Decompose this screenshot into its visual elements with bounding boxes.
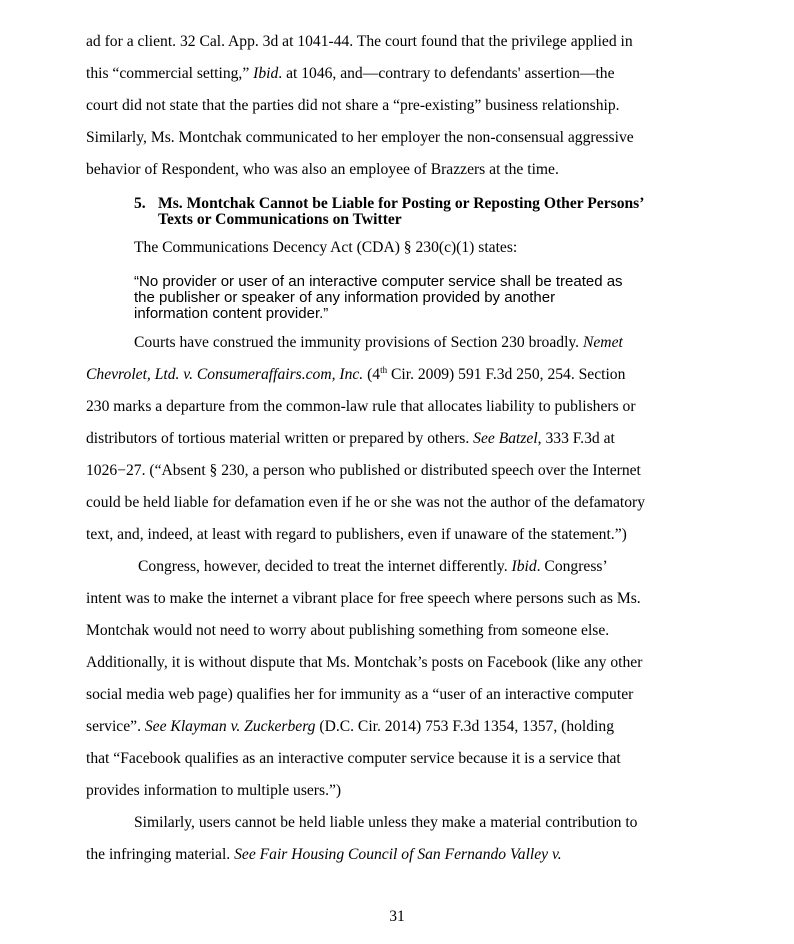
body-text: Cir. 2009) 591 F.3d 250, 254. Section (387, 366, 626, 383)
body-text: this “commercial setting,” (86, 65, 254, 82)
body-text: the infringing material. (86, 846, 235, 863)
body-line: provides information to multiple users.”) (86, 782, 342, 799)
body-line (86, 365, 734, 385)
body-text: , 333 F.3d at (537, 430, 615, 447)
block-quote-line: information content provider.” (134, 305, 329, 322)
citation: Ibid (253, 65, 279, 82)
body-line: ad for a client. 32 Cal. App. 3d at 1041-44. The court found that the privilege applied in (86, 33, 633, 50)
body-text: (4 (363, 366, 381, 383)
body-line (86, 845, 734, 865)
body-line (138, 557, 734, 577)
body-line: behavior of Respondent, who was also an employee of Brazzers at the time. (86, 161, 559, 178)
body-line (86, 429, 734, 449)
citation: See Batzel (473, 430, 538, 447)
superscript: th (380, 364, 388, 375)
block-quote-line: “No provider or user of an interactive computer service shall be treated as (134, 273, 623, 290)
cda-intro: The Communications Decency Act (CDA) § 230(c)(1) states: (134, 239, 518, 256)
body-line: could be held liable for defamation even if he or she was not the author of the defamatory (86, 494, 646, 511)
citation: Chevrolet, Ltd. v. Consumeraffairs.com, Inc. (86, 366, 364, 383)
body-text: Congress, however, decided to treat the internet differently. (138, 558, 512, 575)
section-heading (134, 195, 734, 231)
body-text: . Congress’ (536, 558, 608, 575)
section-title-line-2: Texts or Communications on Twitter (158, 211, 402, 228)
citation: See Klayman v. Zuckerberg (144, 718, 316, 735)
body-line: text, and, indeed, at least with regard to publishers, even if unaware of the statement.”) (86, 526, 627, 543)
body-line: intent was to make the internet a vibrant place for free speech where persons such as Ms. (86, 590, 641, 607)
section-title-line-1: Ms. Montchak Cannot be Liable for Posting or Reposting Other Persons’ (158, 195, 645, 212)
body-text: (D.C. Cir. 2014) 753 F.3d 1354, 1357, (holding (315, 718, 614, 735)
body-line (86, 64, 734, 84)
body-line: 1026−27. (“Absent § 230, a person who published or distributed speech over the Internet (86, 462, 641, 479)
body-line: Similarly, Ms. Montchak communicated to her employer the non-consensual aggressive (86, 129, 634, 146)
body-line: Montchak would not need to worry about publishing something from someone else. (86, 622, 610, 639)
body-text: Courts have construed the immunity provisions of Section 230 broadly. (134, 334, 583, 351)
body-line (134, 333, 734, 353)
body-text: service”. (86, 718, 145, 735)
body-text: . at 1046, and—contrary to defendants' assertion—the (278, 65, 615, 82)
page-number: 31 (389, 908, 405, 925)
body-line: Similarly, users cannot be held liable unless they make a material contribution to (134, 814, 638, 831)
section-number: 5. (134, 195, 146, 212)
body-line: social media web page) qualifies her for immunity as a “user of an interactive computer (86, 686, 634, 703)
body-line: 230 marks a departure from the common-law rule that allocates liability to publishers or (86, 398, 636, 415)
citation: Nemet (582, 334, 623, 351)
citation: See Fair Housing Council of San Fernando Valley v. (234, 846, 562, 863)
body-line: that “Facebook qualifies as an interactive computer service because it is a service that (86, 750, 621, 767)
body-line: Additionally, it is without dispute that Ms. Montchak’s posts on Facebook (like any other (86, 654, 643, 671)
block-quote-line: the publisher or speaker of any information provided by another (134, 289, 556, 306)
body-text: distributors of tortious material written or prepared by others. (86, 430, 474, 447)
body-line (86, 717, 734, 737)
body-line: court did not state that the parties did not share a “pre-existing” business relationship. (86, 97, 620, 114)
citation: Ibid (511, 558, 537, 575)
